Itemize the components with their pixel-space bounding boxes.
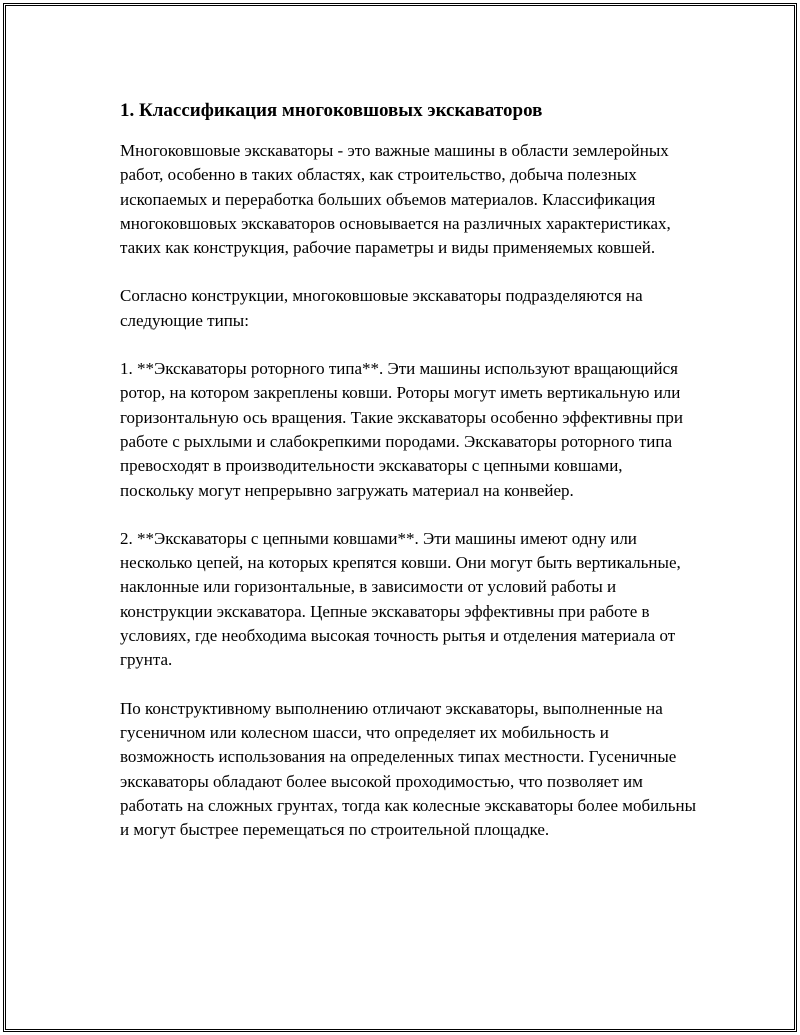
document-body	[120, 98, 700, 866]
paragraph-intro: Многоковшовые экскаваторы - это важные машины в области землеройных работ, особенно в таких областях, как строительство, добыча полезных ископаемых и переработка больших объемов материалов. Классификация многоковшовых экскаваторов основывается на различных характеристиках, таких как конструкция, рабочие параметры и виды применяемых ковшей.	[120, 141, 671, 258]
page-frame	[3, 3, 797, 1032]
paragraph-chassis-types: По конструктивному выполнению отличают экскаваторы, выполненные на гусеничном или колесном шасси, что определяет их мобильность и возможность использования на определенных типах местности. Гусеничные экскаваторы обладают более высокой проходимостью, что позволяет им работать на сложных грунтах, тогда как колесные экскаваторы более мобильны и могут быстрее перемещаться по строительной площадке.	[120, 698, 697, 840]
paragraph-types-intro: Согласно конструкции, многоковшовые экскаваторы подразделяются на следующие типы:	[120, 286, 643, 330]
paragraph-rotary-excavators: 1. **Экскаваторы роторного типа**. Эти машины используют вращающийся ротор, на котором закреплены ковши. Роторы могут иметь вертикальную или горизонтальную ось вращения. Такие экскаваторы особенно эффективны при работе с рыхлыми и слабокрепкими породами. Экскаваторы роторного типа превосходят в производительности экскаваторы с цепными ковшами, поскольку могут непрерывно загружать материал на конвейер.	[120, 359, 683, 500]
paragraph-chain-excavators: 2. **Экскаваторы с цепными ковшами**. Эти машины имеют одну или несколько цепей, на которых крепятся ковши. Они могут быть вертикальные, наклонные или горизонтальные, в зависимости от условий работы и конструкции экскаватора. Цепные экскаваторы эффективны при работе в условиях, где необходима высокая точность рытья и отделения материала от грунта.	[120, 528, 681, 670]
section-heading: 1. Классификация многоковшовых экскаваторов	[120, 100, 543, 121]
